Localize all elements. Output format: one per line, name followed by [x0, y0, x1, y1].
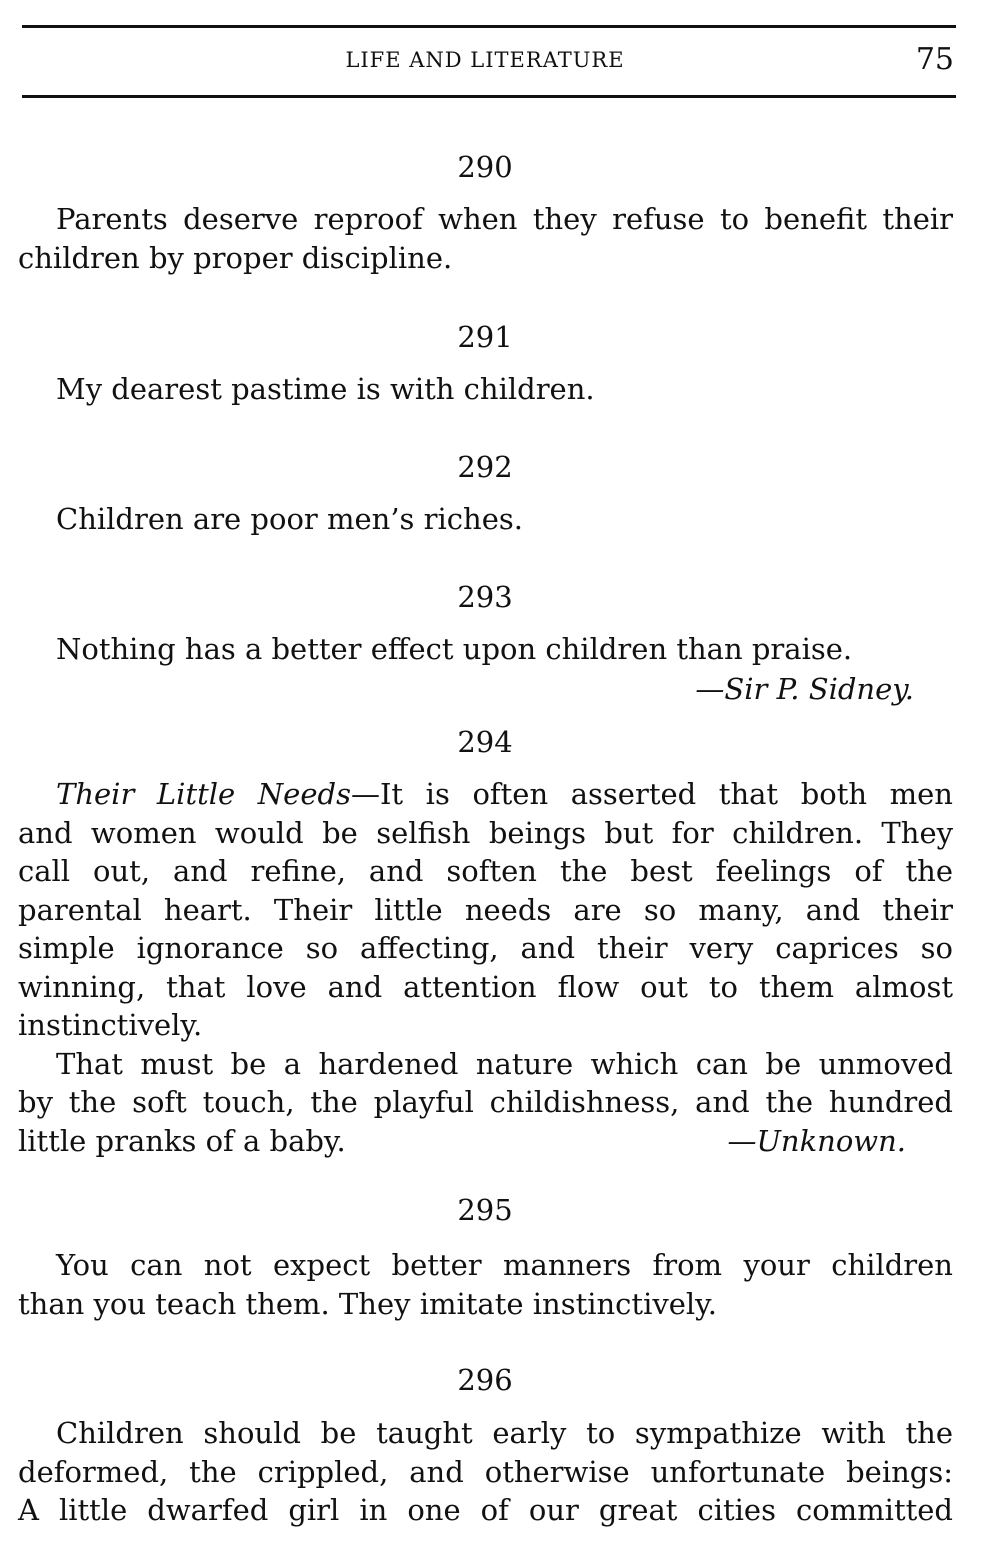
entry-296-line-3: A little dwarfed girl in one of our great cities committed — [18, 1493, 953, 1527]
entry-290-text — [18, 200, 953, 277]
entry-294-line-4: parental heart. Their little needs are so many, and their — [18, 892, 953, 927]
page-number: 75 — [915, 42, 954, 77]
entry-296-line-1: Children should be taught early to sympathize with the — [56, 1416, 953, 1450]
entry-290-line-1: Parents deserve reproof when they refuse to benefit their — [56, 202, 953, 236]
entry-294-line-10: little pranks of a baby. — [18, 1123, 346, 1158]
entry-293-text: Nothing has a better effect upon children than praise. — [56, 632, 853, 666]
entry-number-290: 290 — [457, 150, 513, 184]
header-rule-top — [22, 25, 956, 28]
entry-number-295: 295 — [457, 1193, 513, 1227]
entry-294-line-3: call out, and refine, and soften the best feelings of the — [18, 854, 953, 888]
entry-294-line-1 — [18, 775, 953, 814]
entry-291-text: My dearest pastime is with children. — [56, 372, 595, 406]
entry-294-attribution: —Unknown. — [727, 1124, 906, 1158]
entry-294-text — [18, 775, 953, 1160]
entry-294-line-5: simple ignorance so affecting, and their very caprices so — [18, 931, 953, 965]
entry-295-text — [18, 1246, 953, 1323]
entry-number-293: 293 — [457, 580, 513, 614]
entry-number-291: 291 — [457, 320, 513, 354]
entry-294-line-6: winning, that love and attention flow out to them almost — [18, 969, 953, 1004]
entry-295-line-1: You can not expect better manners from your children — [56, 1248, 953, 1282]
entry-296-text — [18, 1414, 953, 1530]
entry-294-line-8: That must be a hardened nature which can be unmoved — [56, 1046, 953, 1081]
entry-290-line-2: children by proper discipline. — [18, 240, 453, 275]
entry-number-292: 292 — [457, 450, 513, 484]
entry-292-text: Children are poor men’s riches. — [56, 502, 523, 536]
entry-293-attribution: —Sir P. Sidney. — [695, 672, 914, 706]
entry-294-line-1-rest: —It is often asserted that both men — [350, 777, 953, 811]
entry-294-line-7: instinctively. — [18, 1008, 203, 1042]
entry-number-294: 294 — [457, 725, 513, 759]
entry-295-line-2: than you teach them. They imitate instinctively. — [18, 1286, 717, 1321]
entry-294-line-9: by the soft touch, the playful childishness, and the hundred — [18, 1085, 953, 1119]
entry-number-296: 296 — [457, 1363, 513, 1397]
running-head: LIFE AND LITERATURE — [345, 48, 625, 72]
header-rule-bottom — [22, 95, 956, 98]
entry-296-line-2: deformed, the crippled, and otherwise unfortunate beings: — [18, 1454, 953, 1489]
entry-294-title: Their Little Needs — [56, 777, 351, 811]
entry-294-line-2: and women would be selfish beings but for children. They — [18, 815, 953, 850]
